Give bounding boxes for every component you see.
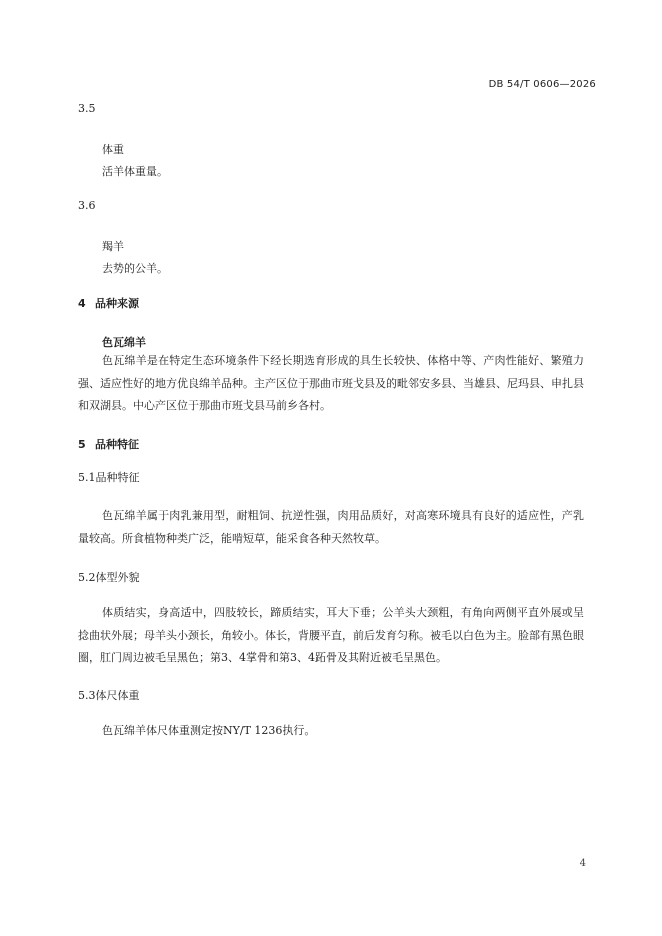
breed-origin-paragraph: 色瓦绵羊是在特定生态环境条件下经长期选育形成的具生长较快、体格中等、产肉性能好、繁殖力强、适应性好的地方优良绵羊品种。主产区位于那曲市班戈县及的毗邻安多县、当雄县、尼玛县、申扎县和双湖县。中心产区位于那曲市班戈县马前乡各村。: [78, 354, 584, 412]
standard-code: DB 54/T 0606—2026: [488, 79, 596, 90]
breed-characteristics-paragraph: 色瓦绵羊属于肉乳兼用型，耐粗饲、抗逆性强，肉用品质好，对高寒环境具有良好的适应性，产乳量较高。所食植物种类广泛，能啃短草，能采食各种天然牧草。: [78, 509, 584, 545]
term-3-6: 羯羊: [102, 240, 124, 253]
breed-name: 色瓦绵羊: [102, 336, 146, 349]
definition-3-6: 去势的公羊。: [102, 262, 168, 275]
section-number-4: 4: [78, 297, 86, 310]
section-title-5: 品种特征: [95, 438, 139, 451]
section-title-4: 品种来源: [95, 297, 139, 310]
clause-number-3-6: 3.6: [78, 199, 96, 212]
section-heading-5: [78, 436, 139, 452]
term-3-5: 体重: [102, 143, 124, 156]
subsection-heading-5-3: 5.3体尺体重: [78, 689, 140, 702]
definition-3-5: 活羊体重量。: [102, 165, 168, 178]
body-measurement-paragraph: 色瓦绵羊体尺体重测定按NY/T 1236执行。: [102, 724, 316, 737]
section-heading-4: [78, 295, 139, 311]
body-appearance-paragraph: 体质结实，身高适中，四肢较长，蹄质结实，耳大下垂；公羊头大颈粗，有角向两侧平直外展或呈捻曲状外展；母羊头小颈长，角较小。体长，背腰平直，前后发育匀称。被毛以白色为主。脸部有黑色眼圈，肛门周边被毛呈黑色；第3、4掌骨和第3、4跖骨及其附近被毛呈黑色。: [78, 606, 584, 664]
page-number: 4: [579, 858, 586, 869]
clause-number-3-5: 3.5: [78, 102, 96, 115]
subsection-heading-5-1: 5.1品种特征: [78, 471, 140, 484]
subsection-heading-5-2: 5.2体型外貌: [78, 571, 140, 584]
section-number-5: 5: [78, 438, 86, 451]
